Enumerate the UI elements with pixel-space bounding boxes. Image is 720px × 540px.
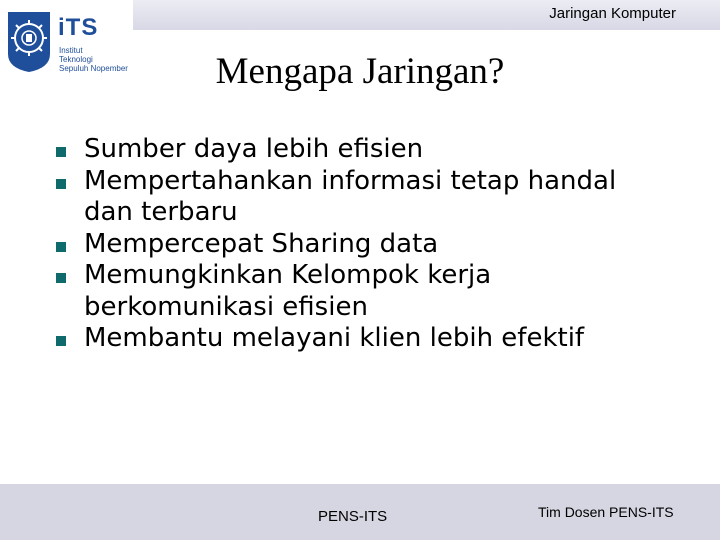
square-bullet-icon bbox=[56, 147, 66, 157]
square-bullet-icon bbox=[56, 179, 66, 189]
square-bullet-icon bbox=[56, 273, 66, 283]
slide-title: Mengapa Jaringan? bbox=[215, 51, 505, 92]
footer-center-text: PENS-ITS bbox=[318, 508, 388, 525]
logo-subtitle-line: Sepuluh Nopember bbox=[59, 64, 128, 73]
bullet-item bbox=[48, 323, 668, 355]
header-bar bbox=[133, 0, 720, 30]
logo-subtitle-line: Institut bbox=[59, 46, 83, 55]
bullet-text: Mempercepat Sharing data bbox=[84, 228, 439, 259]
bullet-item bbox=[48, 260, 668, 323]
bullet-item bbox=[48, 229, 668, 261]
bullet-text: Membantu melayani klien lebih efektif bbox=[84, 323, 585, 353]
logo-subtitle-line: Teknologi bbox=[59, 55, 93, 64]
course-title: Jaringan Komputer bbox=[549, 5, 676, 22]
bullet-text: Memungkinkan Kelompok kerja berkomunikasi efisien bbox=[84, 260, 492, 322]
bullet-item bbox=[48, 134, 668, 166]
bullet-list bbox=[48, 134, 668, 355]
square-bullet-icon bbox=[56, 336, 66, 346]
square-bullet-icon bbox=[56, 242, 66, 252]
bullet-text: Mempertahankan informasi tetap handal dan terbaru bbox=[84, 165, 617, 227]
footer-right-text: Tim Dosen PENS-ITS bbox=[538, 504, 674, 520]
bullet-item bbox=[48, 166, 668, 229]
bullet-text: Sumber daya lebih efisien bbox=[84, 134, 424, 164]
logo-title: iTS bbox=[58, 14, 99, 41]
footer-bar bbox=[0, 484, 720, 540]
